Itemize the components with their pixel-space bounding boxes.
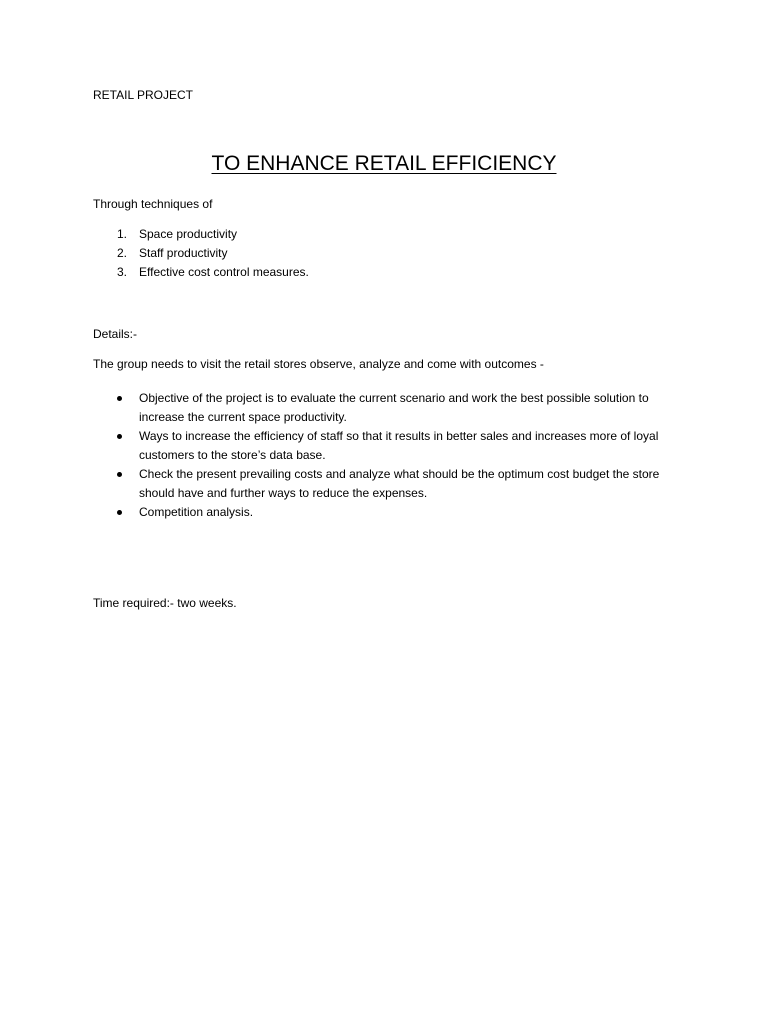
- list-item-text: Space productivity: [139, 227, 238, 241]
- details-list: [93, 389, 693, 522]
- bullet-icon: [117, 396, 122, 401]
- bullet-icon: [117, 434, 122, 439]
- document-title-text: TO ENHANCE RETAIL EFFICIENCY: [211, 152, 557, 175]
- list-item: [93, 389, 693, 427]
- list-item: [93, 465, 693, 503]
- list-item-number: 3.: [117, 265, 128, 279]
- list-item-number: 2.: [117, 246, 128, 260]
- details-intro: The group needs to visit the retail stores observe, analyze and come with outcomes -: [93, 357, 544, 371]
- time-required: Time required:- two weeks.: [93, 596, 237, 610]
- list-item-text: Check the present prevailing costs and analyze what should be the optimum cost budget the store should have and further ways to reduce the expenses.: [139, 467, 660, 500]
- bullet-icon: [117, 472, 122, 477]
- techniques-intro: Through techniques of: [93, 197, 213, 211]
- document-title: [0, 150, 768, 178]
- details-heading: Details:-: [93, 327, 138, 341]
- list-item-text: Effective cost control measures.: [139, 265, 309, 279]
- list-item-text: Objective of the project is to evaluate the current scenario and work the best possible solution to increase the current space productivity.: [139, 391, 649, 424]
- list-item-text: Competition analysis.: [139, 505, 254, 519]
- list-item-number: 1.: [117, 227, 128, 241]
- bullet-icon: [117, 510, 122, 515]
- list-item: [93, 427, 693, 465]
- list-item: [93, 503, 693, 522]
- document-header-label: RETAIL PROJECT: [93, 88, 194, 102]
- list-item-text: Ways to increase the efficiency of staff so that it results in better sales and increases more of loyal customers to the store’s data base.: [139, 429, 659, 462]
- list-item-text: Staff productivity: [139, 246, 228, 260]
